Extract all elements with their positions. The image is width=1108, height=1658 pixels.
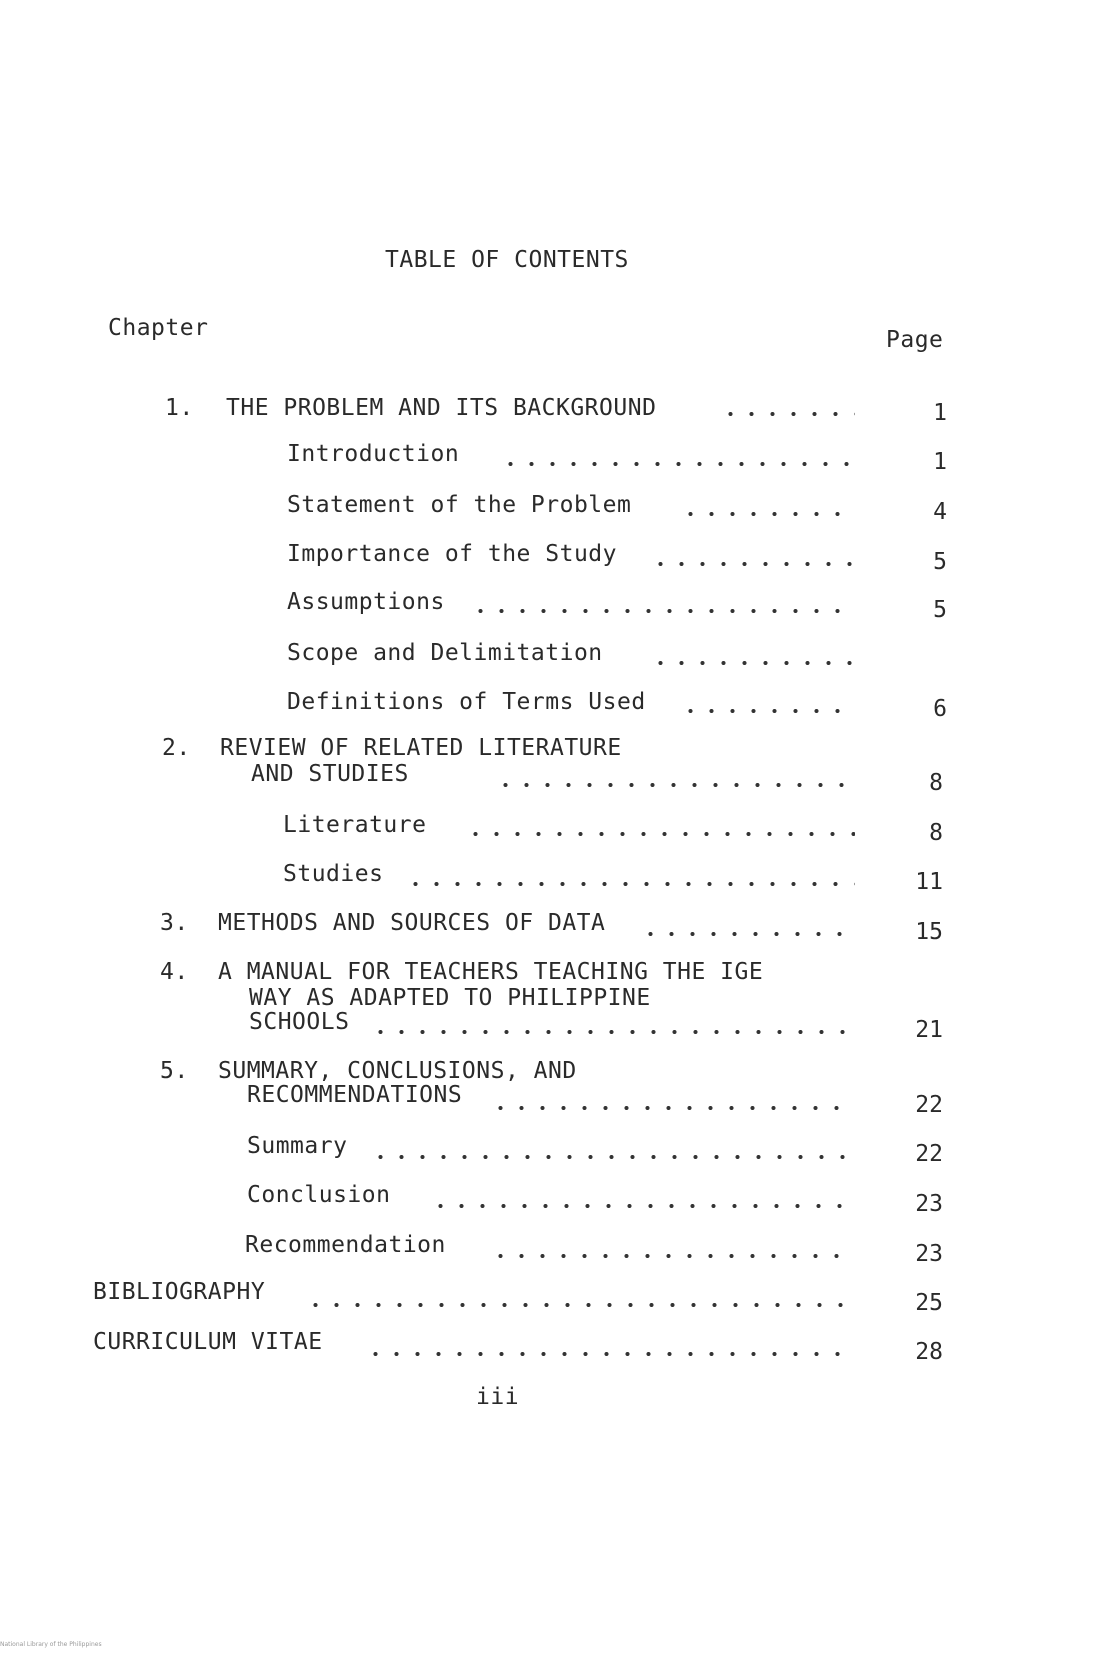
page-number: 15 <box>915 919 943 945</box>
toc-section-title: Scope and Delimitation <box>287 640 603 666</box>
dot-leader <box>680 512 855 516</box>
page-number: 22 <box>915 1141 943 1167</box>
page-number: 28 <box>915 1339 943 1365</box>
dot-leader <box>365 1352 855 1356</box>
page-number: 1 <box>933 449 947 475</box>
toc-section-title: Statement of the Problem <box>287 492 632 518</box>
page-number: 11 <box>915 869 943 895</box>
toc-chapter-title-continued: WAY AS ADAPTED TO PHILIPPINE <box>249 985 651 1011</box>
toc-section-title: Introduction <box>287 441 460 467</box>
dot-leader <box>680 709 855 713</box>
dot-leader <box>370 1030 855 1034</box>
dot-leader <box>640 932 855 936</box>
dot-leader <box>495 783 855 787</box>
page-number: 5 <box>933 597 947 623</box>
page-title: TABLE OF CONTENTS <box>385 247 629 273</box>
dot-leader <box>650 661 855 665</box>
dot-leader <box>500 462 855 466</box>
toc-section-title: Assumptions <box>287 589 445 615</box>
toc-section-title: Summary <box>247 1133 348 1159</box>
page-number: 6 <box>933 696 947 722</box>
toc-back-matter-title: BIBLIOGRAPHY <box>93 1279 266 1305</box>
dot-leader <box>490 1254 855 1258</box>
page-number: 23 <box>915 1191 943 1217</box>
toc-chapter-title: A MANUAL FOR TEACHERS TEACHING THE IGE <box>218 959 764 985</box>
dot-leader <box>650 562 855 566</box>
toc-chapter-title: REVIEW OF RELATED LITERATURE <box>220 735 622 761</box>
page-folio: iii <box>476 1384 520 1410</box>
toc-chapter-title: METHODS AND SOURCES OF DATA <box>218 910 606 936</box>
toc-section-title: Literature <box>283 812 427 838</box>
dot-leader <box>370 1155 855 1159</box>
toc-chapter-title-continued: SCHOOLS <box>249 1009 350 1035</box>
dot-leader <box>490 1106 855 1110</box>
page-number: 21 <box>915 1017 943 1043</box>
toc-chapter-title: SUMMARY, CONCLUSIONS, AND <box>218 1058 577 1084</box>
page-number: 22 <box>915 1092 943 1118</box>
page-number: 8 <box>929 770 943 796</box>
page-number: 23 <box>915 1241 943 1267</box>
toc-chapter-title: THE PROBLEM AND ITS BACKGROUND <box>226 395 657 421</box>
toc-section-title: Studies <box>283 861 384 887</box>
toc-back-matter-title: CURRICULUM VITAE <box>93 1329 323 1355</box>
page-column-header: Page <box>886 327 944 353</box>
page-number: 1 <box>933 400 947 426</box>
dot-leader <box>470 609 855 613</box>
chapter-number: 1. <box>165 395 194 421</box>
dot-leader <box>465 832 855 836</box>
toc-section-title: Importance of the Study <box>287 541 617 567</box>
chapter-number: 3. <box>160 910 189 936</box>
chapter-number: 2. <box>162 735 191 761</box>
dot-leader <box>405 882 855 886</box>
scan-footer: National Library of the Philippines <box>0 1641 102 1648</box>
toc-section-title: Conclusion <box>247 1182 391 1208</box>
chapter-number: 5. <box>160 1058 189 1084</box>
page-number: 4 <box>933 499 947 525</box>
dot-leader <box>720 412 855 416</box>
page-number: 25 <box>915 1290 943 1316</box>
dot-leader <box>305 1303 855 1307</box>
toc-chapter-title-continued: RECOMMENDATIONS <box>247 1082 463 1108</box>
toc-section-title: Definitions of Terms Used <box>287 689 646 715</box>
page-number: 5 <box>933 549 947 575</box>
toc-section-title: Recommendation <box>245 1232 446 1258</box>
dot-leader <box>430 1204 855 1208</box>
page-number: 8 <box>929 820 943 846</box>
chapter-column-header: Chapter <box>108 315 209 341</box>
toc-chapter-title-continued: AND STUDIES <box>251 761 409 787</box>
chapter-number: 4. <box>160 959 189 985</box>
